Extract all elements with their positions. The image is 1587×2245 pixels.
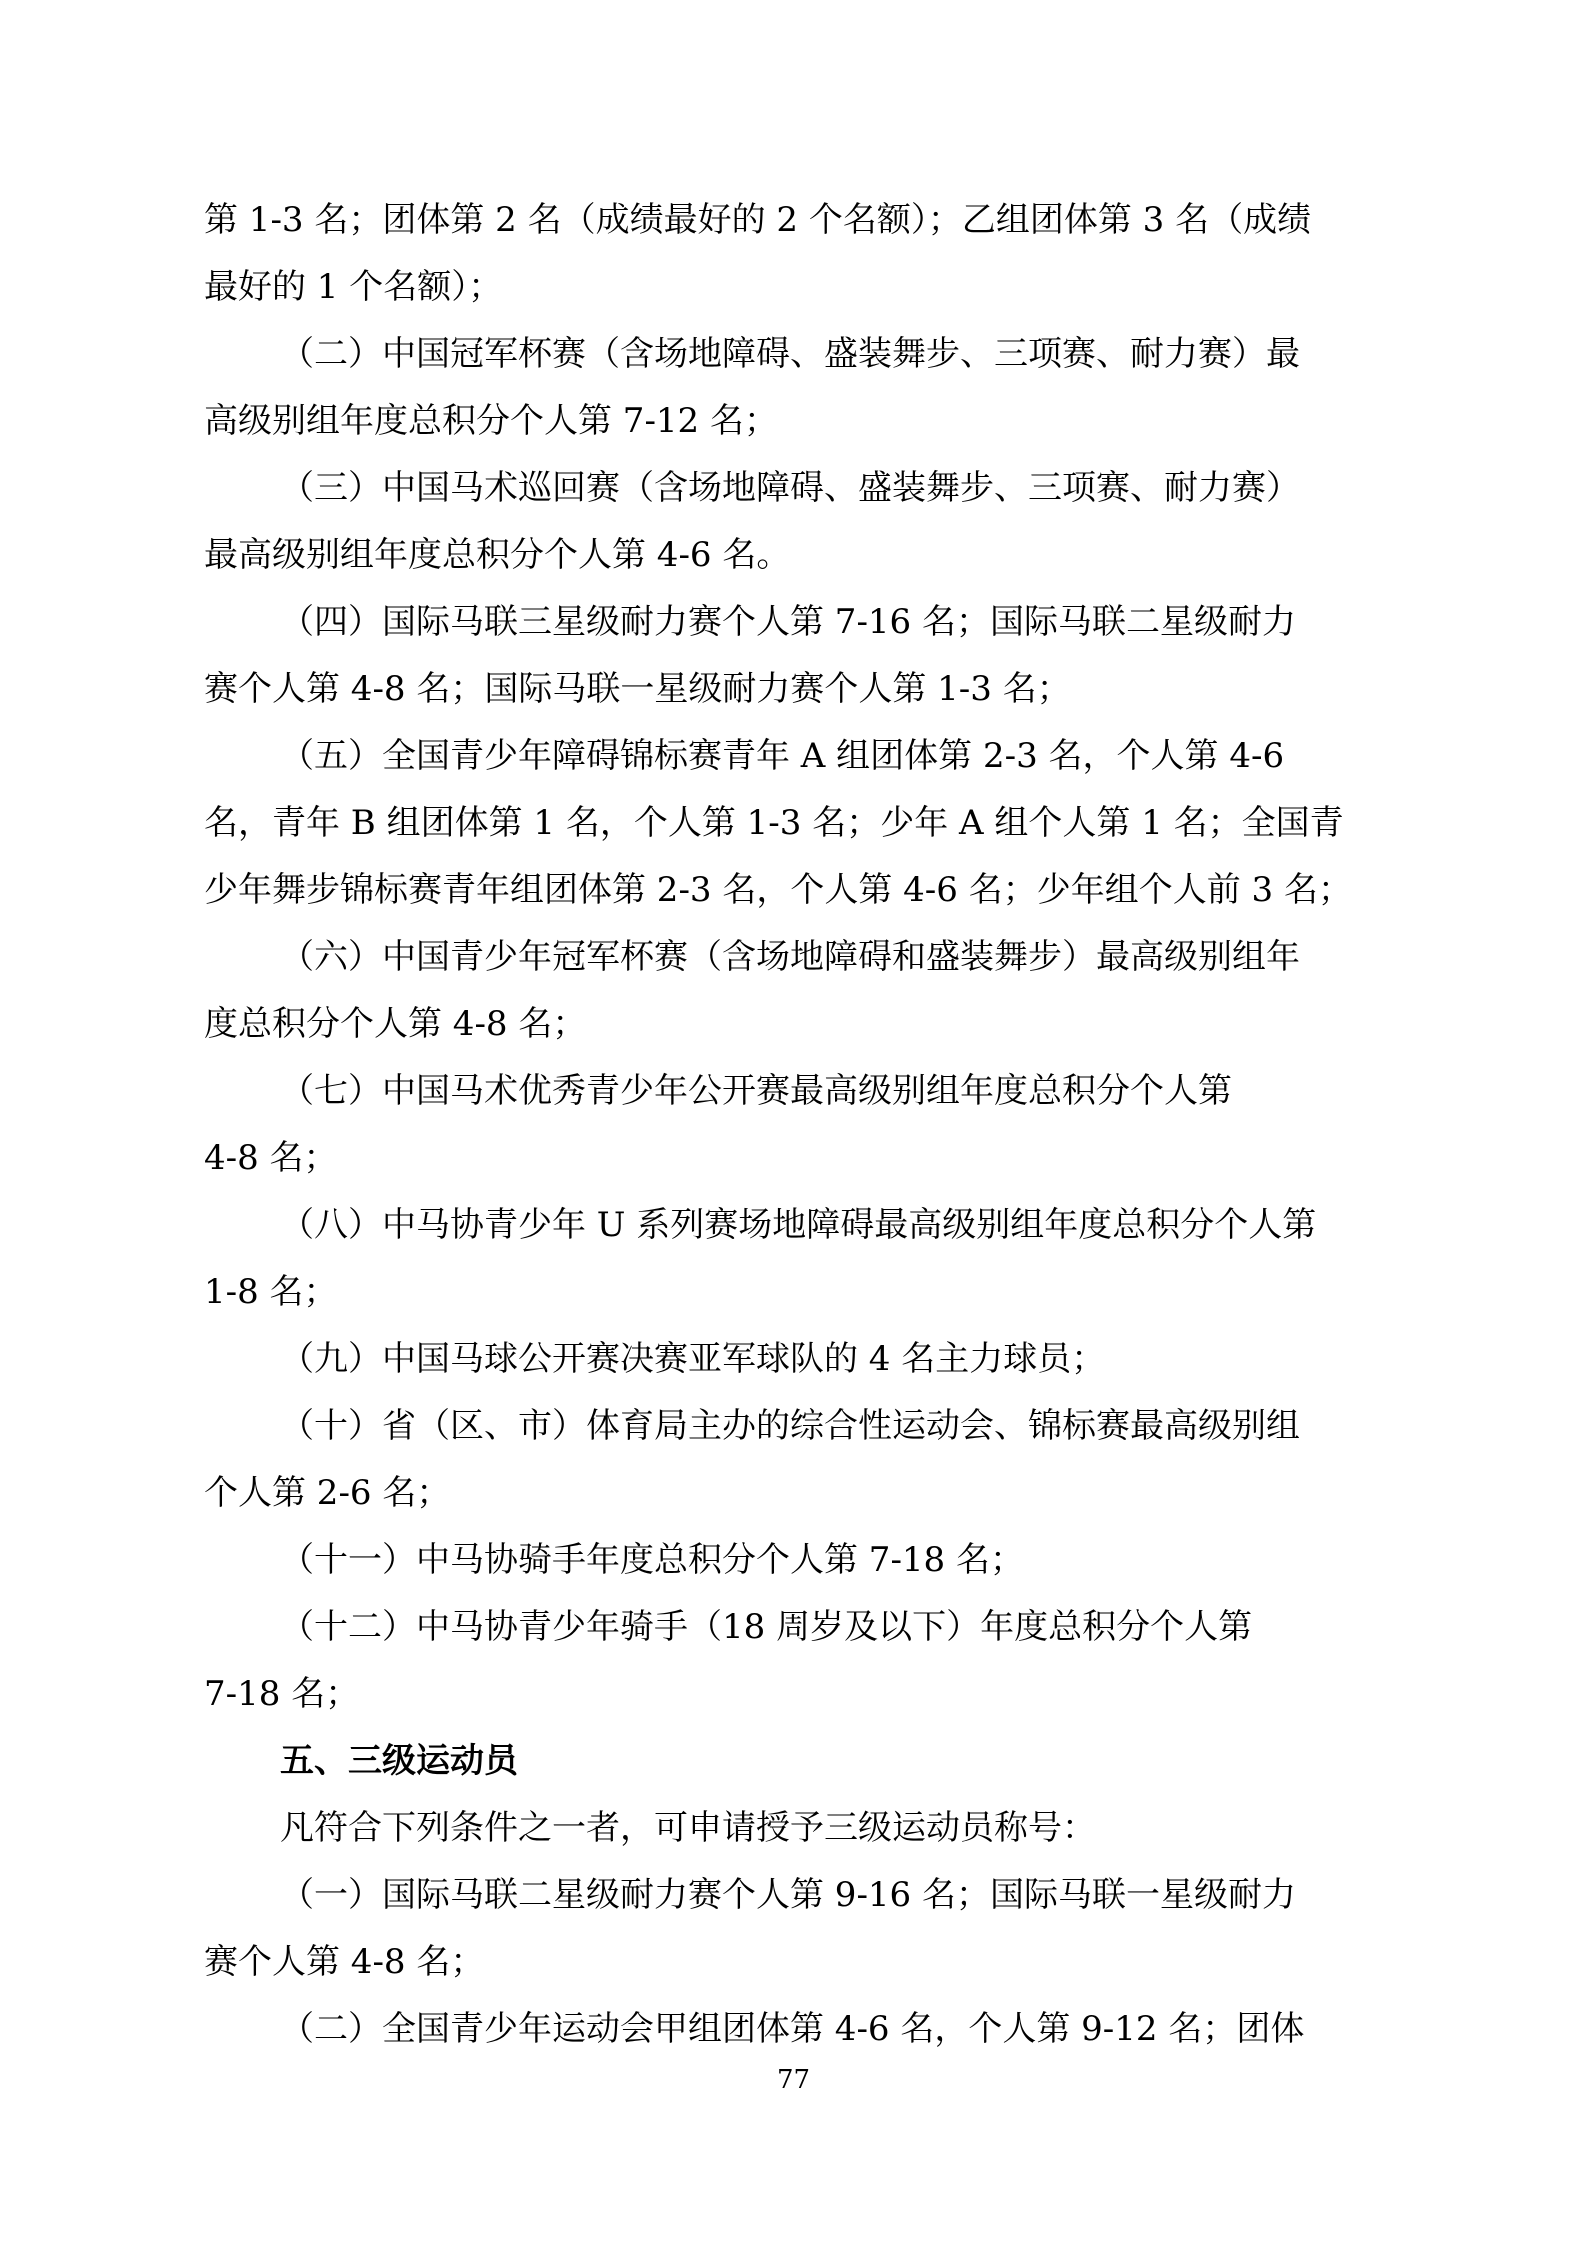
text-line-11: 少年舞步锦标赛青年组团体第 2-3 名，个人第 4-6 名；少年组个人前 3 名； xyxy=(204,870,1352,910)
text-line-8: 赛个人第 4-8 名；国际马联一星级耐力赛个人第 1-3 名； xyxy=(204,669,1071,709)
text-line-17: 1-8 名； xyxy=(204,1272,338,1312)
text-line-20: 个人第 2-6 名； xyxy=(204,1473,451,1513)
page-number: 77 xyxy=(776,2065,811,2095)
text-line-12: （六）中国青少年冠军杯赛（含场地障碍和盛装舞步）最高级别组年 xyxy=(280,937,1300,977)
text-line-7: （四）国际马联三星级耐力赛个人第 7-16 名；国际马联二星级耐力 xyxy=(280,602,1296,642)
text-line-13: 度总积分个人第 4-8 名； xyxy=(204,1004,587,1044)
text-line-18: （九）中国马球公开赛决赛亚军球队的 4 名主力球员； xyxy=(280,1339,1106,1379)
text-line-21: （十一）中马协骑手年度总积分个人第 7-18 名； xyxy=(280,1540,1024,1580)
text-line-26: （一）国际马联二星级耐力赛个人第 9-16 名；国际马联一星级耐力 xyxy=(280,1875,1296,1915)
text-line-28: （二）全国青少年运动会甲组团体第 4-6 名，个人第 9-12 名；团体 xyxy=(280,2009,1305,2049)
text-line-19: （十）省（区、市）体育局主办的综合性运动会、锦标赛最高级别组 xyxy=(280,1406,1300,1446)
text-line-27: 赛个人第 4-8 名； xyxy=(204,1942,485,1982)
text-line-23: 7-18 名； xyxy=(204,1674,360,1714)
text-line-5: （三）中国马术巡回赛（含场地障碍、盛装舞步、三项赛、耐力赛） xyxy=(280,468,1300,508)
text-line-9: （五）全国青少年障碍锦标赛青年 A 组团体第 2-3 名，个人第 4-6 xyxy=(280,736,1285,776)
text-line-14: （七）中国马术优秀青少年公开赛最高级别组年度总积分个人第 xyxy=(280,1071,1232,1111)
text-line-4: 高级别组年度总积分个人第 7-12 名； xyxy=(204,401,778,441)
text-line-22: （十二）中马协青少年骑手（18 周岁及以下）年度总积分个人第 xyxy=(280,1607,1253,1647)
text-line-15: 4-8 名； xyxy=(204,1138,338,1178)
text-line-25: 凡符合下列条件之一者，可申请授予三级运动员称号： xyxy=(280,1808,1096,1848)
section-heading: 五、三级运动员 xyxy=(280,1741,518,1781)
text-line-1: 第 1-3 名；团体第 2 名（成绩最好的 2 个名额）；乙组团体第 3 名（成绩 xyxy=(204,200,1312,240)
text-line-2: 最好的 1 个名额）； xyxy=(204,267,503,307)
text-line-3: （二）中国冠军杯赛（含场地障碍、盛装舞步、三项赛、耐力赛）最 xyxy=(280,334,1300,374)
text-line-10: 名，青年 B 组团体第 1 名，个人第 1-3 名；少年 A 组个人第 1 名；全国青 xyxy=(204,803,1344,843)
text-line-6: 最高级别组年度总积分个人第 4-6 名。 xyxy=(204,535,791,575)
text-line-16: （八）中马协青少年 U 系列赛场地障碍最高级别组年度总积分个人第 xyxy=(280,1205,1317,1245)
